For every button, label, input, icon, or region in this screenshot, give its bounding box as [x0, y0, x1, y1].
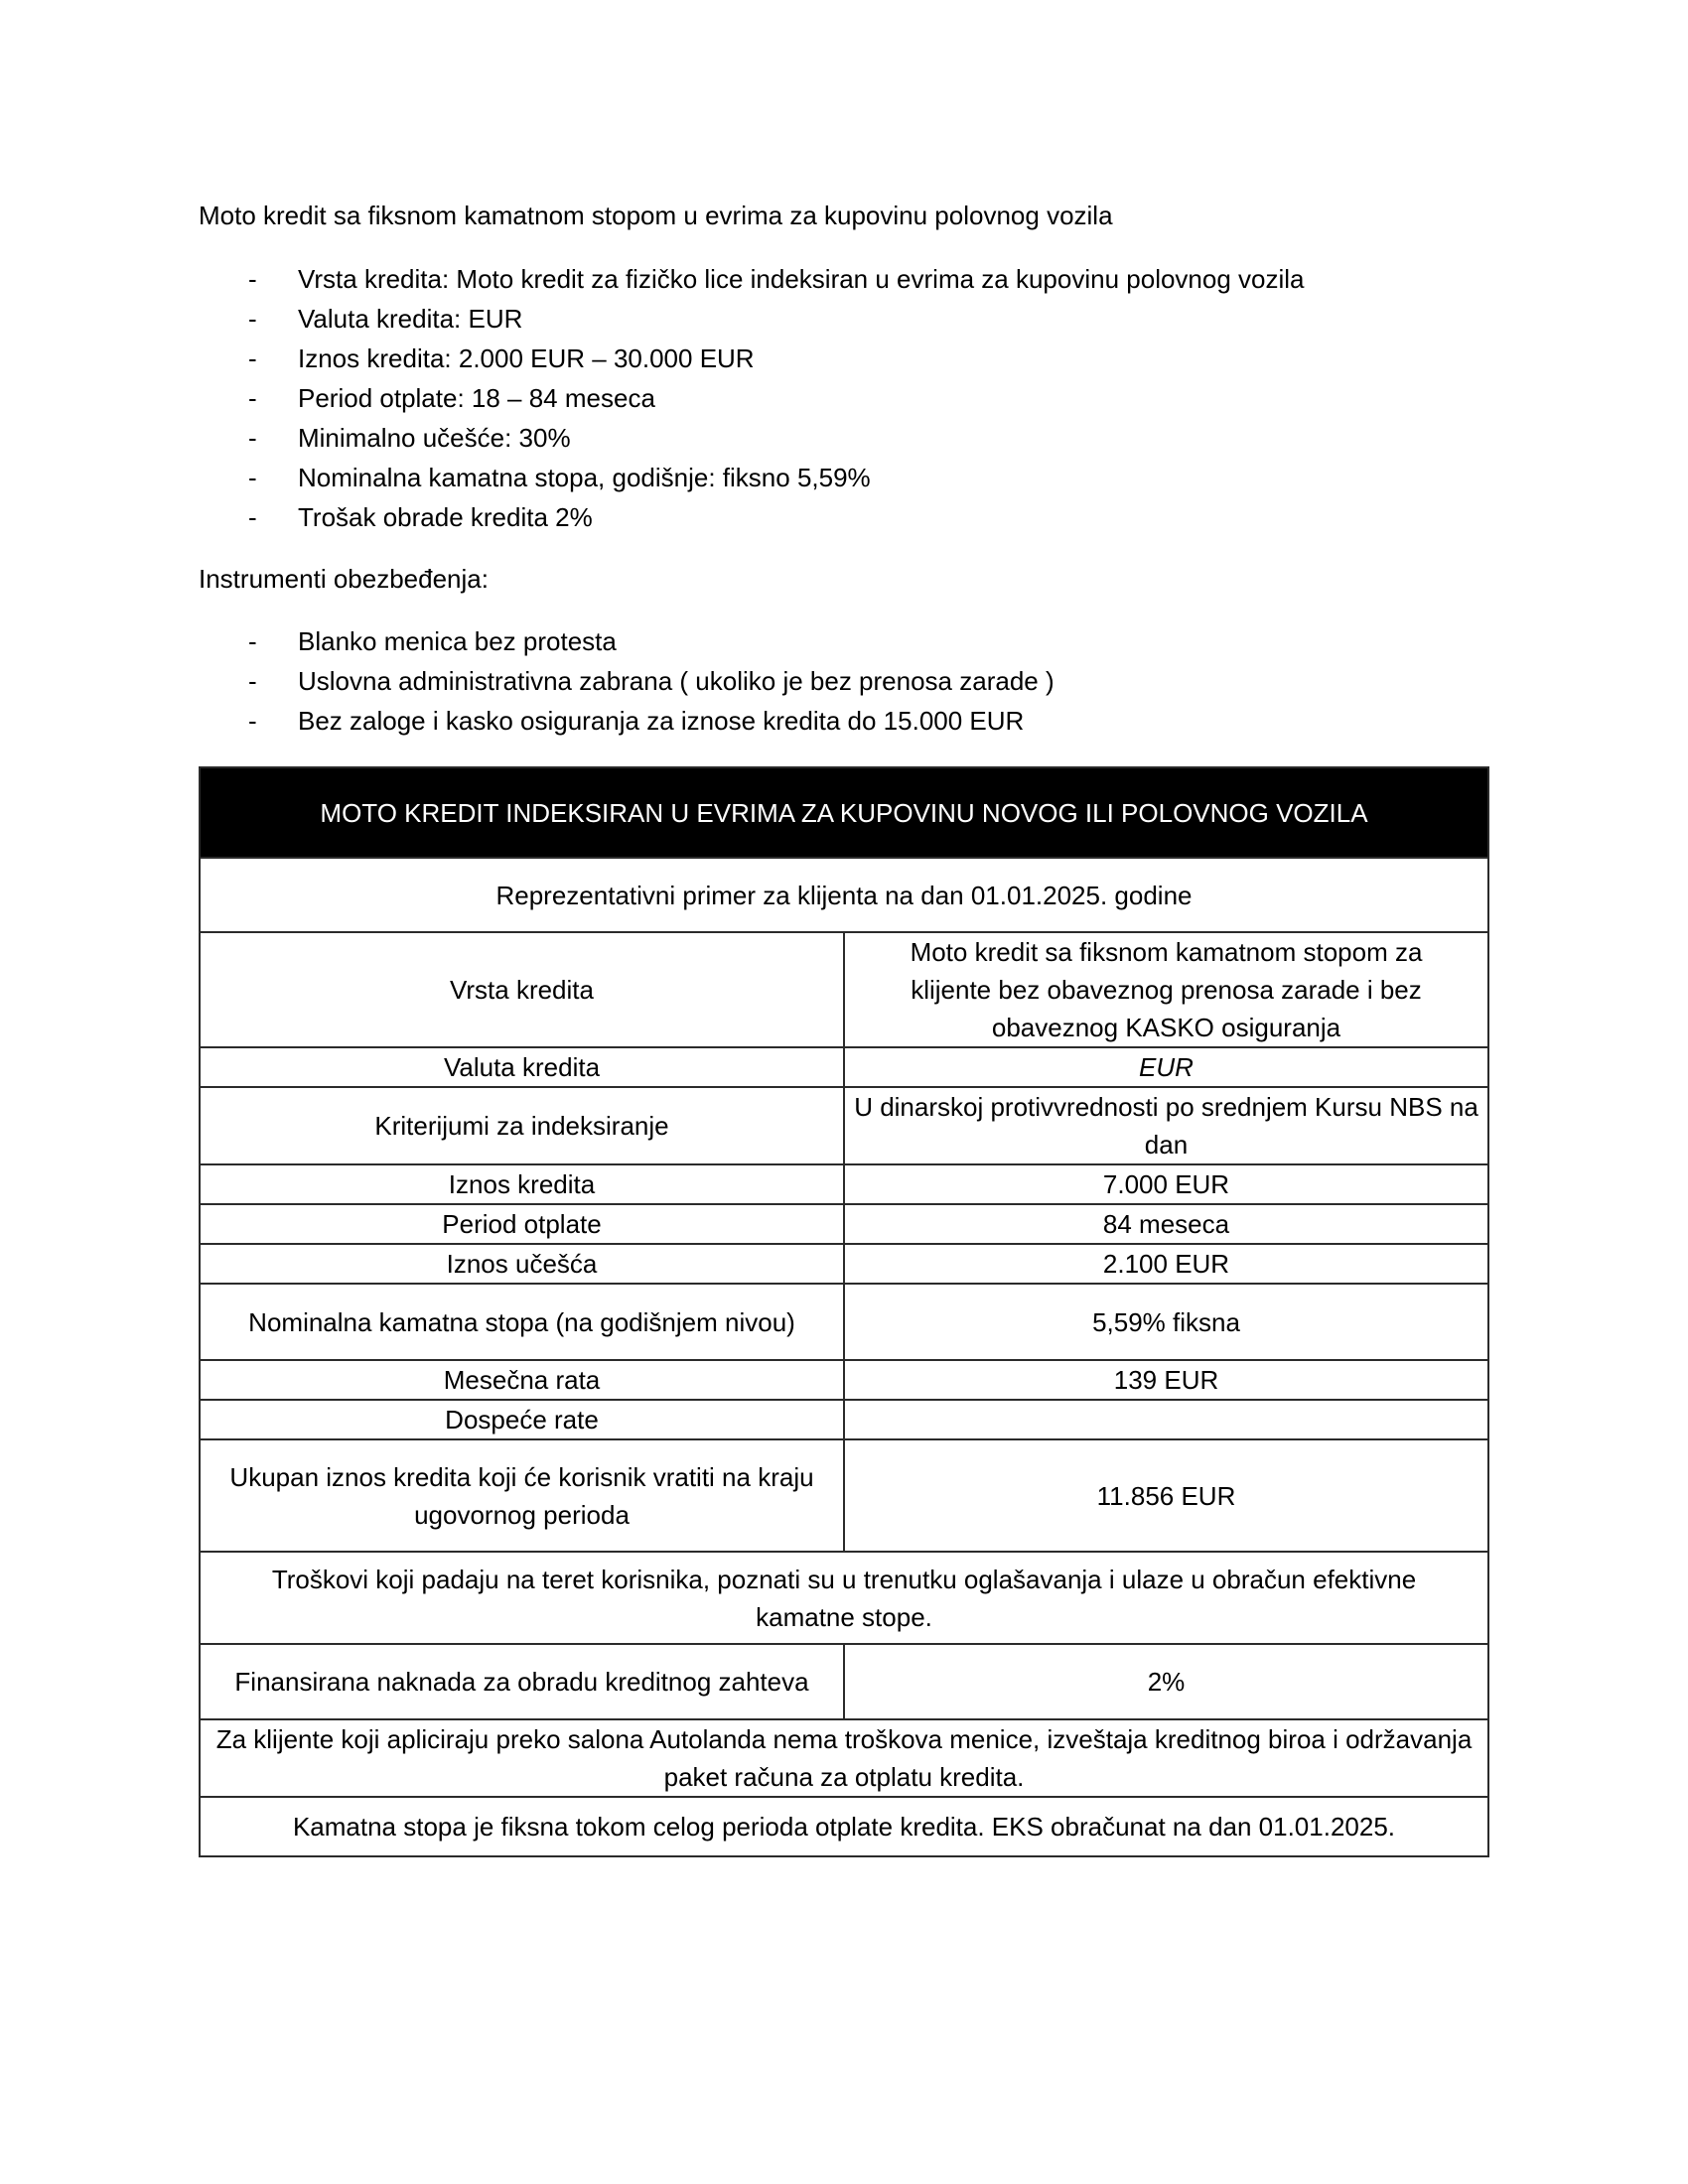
row-label: Nominalna kamatna stopa (na godišnjem nivou) [200, 1284, 844, 1360]
row-label: Finansirana naknada za obradu kreditnog zahteva [200, 1644, 844, 1719]
table-header-row [200, 767, 1488, 858]
list-item-text: Minimalno učešće: 30% [298, 423, 571, 453]
list-item-text: Nominalna kamatna stopa, godišnje: fiksno 5,59% [298, 463, 871, 492]
table-row [200, 1204, 1488, 1244]
row-label: Dospeće rate [200, 1400, 844, 1439]
list-item-text: Trošak obrade kredita 2% [298, 502, 593, 532]
bullet-dash: - [248, 343, 257, 373]
table-row [200, 1284, 1488, 1360]
table-row [200, 1439, 1488, 1552]
row-label: Iznos kredita [200, 1164, 844, 1204]
row-label: Vrsta kredita [200, 932, 844, 1047]
final-note-row [200, 1797, 1488, 1856]
table-row [200, 1644, 1488, 1719]
bullet-dash: - [248, 463, 257, 492]
bullet-dash: - [248, 304, 257, 334]
row-value: EUR [844, 1047, 1488, 1087]
row-value: 84 meseca [844, 1204, 1488, 1244]
table-row [200, 1164, 1488, 1204]
costs-note: Troškovi koji padaju na teret korisnika, poznati su u trenutku oglašavanja i ulaze u obračun efektivne kamatne stope. [200, 1552, 1488, 1644]
table-row [200, 932, 1488, 1047]
table-subtitle-row [200, 858, 1488, 932]
row-label: Ukupan iznos kredita koji će korisnik vratiti na kraju ugovornog perioda [200, 1439, 844, 1552]
table-header: MOTO KREDIT INDEKSIRAN U EVRIMA ZA KUPOVINU NOVOG ILI POLOVNOG VOZILA [200, 767, 1488, 858]
table-subtitle: Reprezentativni primer za klijenta na dan 01.01.2025. godine [200, 858, 1488, 932]
autolanda-note-row [200, 1719, 1488, 1797]
representative-example-table [199, 766, 1489, 1857]
row-value: U dinarskoj protivvrednosti po srednjem Kursu NBS na dan [844, 1087, 1488, 1164]
row-value: 11.856 EUR [844, 1439, 1488, 1552]
row-label: Kriterijumi za indeksiranje [200, 1087, 844, 1164]
row-value [844, 1400, 1488, 1439]
row-value: 139 EUR [844, 1360, 1488, 1400]
row-value: 5,59% fiksna [844, 1284, 1488, 1360]
table-row [200, 1360, 1488, 1400]
list-item-text: Period otplate: 18 – 84 meseca [298, 383, 655, 413]
list-item-text: Valuta kredita: EUR [298, 304, 523, 334]
row-value: Moto kredit sa fiksnom kamatnom stopom za klijente bez obaveznog prenosa zarade i bez obaveznog KASKO osiguranja [844, 932, 1488, 1047]
table-row [200, 1087, 1488, 1164]
table-row [200, 1400, 1488, 1439]
list-item-text: Vrsta kredita: Moto kredit za fizičko lice indeksiran u evrima za kupovinu polovnog vozila [298, 264, 1305, 294]
bullet-dash: - [248, 423, 257, 453]
row-label: Valuta kredita [200, 1047, 844, 1087]
row-value: 2.100 EUR [844, 1244, 1488, 1284]
bullet-dash: - [248, 666, 257, 696]
table-row [200, 1244, 1488, 1284]
list-item-text: Blanko menica bez protesta [298, 626, 617, 656]
bullet-dash: - [248, 626, 257, 656]
bullet-dash: - [248, 264, 257, 294]
row-label: Mesečna rata [200, 1360, 844, 1400]
intro-title: Moto kredit sa fiksnom kamatnom stopom u evrima za kupovinu polovnog vozila [199, 201, 1113, 230]
costs-note-row [200, 1552, 1488, 1644]
table-row [200, 1047, 1488, 1087]
row-label: Iznos učešća [200, 1244, 844, 1284]
list-item-text: Uslovna administrativna zabrana ( ukoliko je bez prenosa zarade ) [298, 666, 1055, 696]
row-label: Period otplate [200, 1204, 844, 1244]
autolanda-note: Za klijente koji apliciraju preko salona Autolanda nema troškova menice, izveštaja kreditnog biroa i održavanja paket računa za otplatu kredita. [200, 1719, 1488, 1797]
row-value: 7.000 EUR [844, 1164, 1488, 1204]
final-note: Kamatna stopa je fiksna tokom celog perioda otplate kredita. EKS obračunat na dan 01.01.2025. [200, 1797, 1488, 1856]
row-value: 2% [844, 1644, 1488, 1719]
security-title: Instrumenti obezbeđenja: [199, 564, 489, 594]
bullet-dash: - [248, 706, 257, 736]
list-item-text: Bez zaloge i kasko osiguranja za iznose kredita do 15.000 EUR [298, 706, 1025, 736]
bullet-dash: - [248, 502, 257, 532]
list-item-text: Iznos kredita: 2.000 EUR – 30.000 EUR [298, 343, 755, 373]
bullet-dash: - [248, 383, 257, 413]
